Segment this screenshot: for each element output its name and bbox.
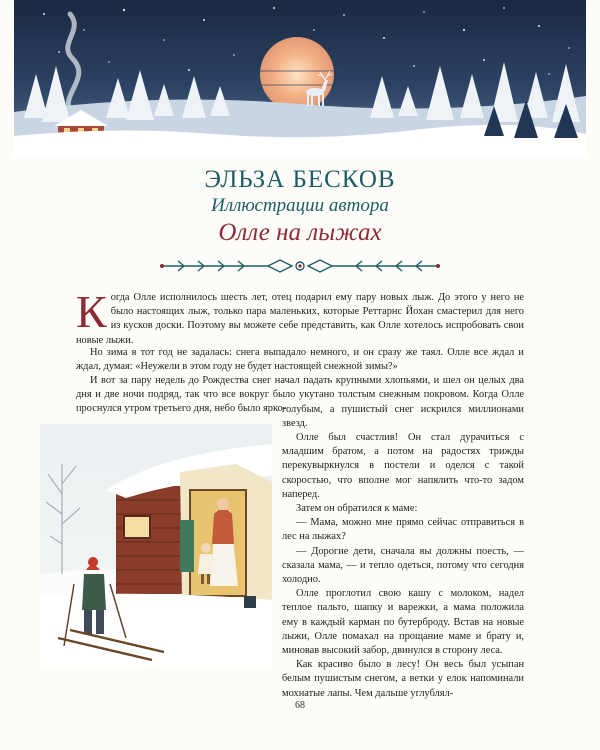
winter-night-banner bbox=[14, 0, 586, 158]
column-paragraph: — Дорогие дети, сначала вы должны поесть, — сказала мама, — и тепло одеться, потому что сегодня холодно. bbox=[282, 545, 524, 586]
column-paragraph: — Мама, можно мне прямо сейчас отправиться в лес на лыжах? bbox=[282, 517, 524, 543]
column-paragraph: Как красиво было в лесу! Он весь был усыпан белым пушистым снегом, а ветки у елок напоминали мохнатые лапы. Чем дальше углублял- bbox=[282, 659, 524, 699]
right-column-text bbox=[282, 431, 524, 701]
drop-cap: К bbox=[76, 286, 107, 337]
title-ornament bbox=[158, 258, 442, 274]
column-paragraph: Олле проглотил свою кашу с молоком, надел теплое пальто, шапку и варежки, а мама положила ему в каждый карман по бутерброду. Встав на новые лыжи, Олле помахал на прощание маме и брату и, миновав высокий забор, двинулся в сторону леса. bbox=[282, 588, 524, 657]
column-paragraph: Затем он обратился к маме: bbox=[296, 503, 418, 515]
snow-cottage-illustration bbox=[40, 424, 272, 666]
page-number: 68 bbox=[295, 700, 305, 711]
paragraph-2: Но зима в тот год не задалась: снега выпадало немного, и он сразу же таял. Олле все ждал и ждал, думая: «Неужели в этом году не будет настоящей снежной зимы?» bbox=[76, 347, 524, 373]
paragraph-3-continued: голубым, а пушистый снег искрился миллионами звезд. bbox=[282, 404, 524, 430]
story-title: Олле на лыжах bbox=[218, 219, 382, 246]
paragraph-1: Когда Олле исполнилось шесть лет, отец подарил ему пару новых лыж. До этого у него не было настоящих лыж, только пара маленьких, которые Реттарнс Йохан смастерил для него из кусков доски. Поэтому вы можете себе представить, как Олле хотелось испробовать свои новые лыжи. bbox=[76, 286, 524, 346]
author-name: ЭЛЬЗА БЕСКОВ bbox=[204, 166, 396, 193]
column-paragraph: Олле был счастлив! Он стал дурачиться с младшим братом, а потом на радостях трижды перекувыркнулся в постели и оделся с такой скоростью, что вполне мог напялить что-то задом наперед. bbox=[282, 432, 524, 500]
illustrations-credit: Иллюстрации автора bbox=[211, 195, 389, 216]
paragraph-3: И вот за пару недель до Рождества снег начал падать крупными хлопьями, и шел он целых два дня и две ночи подряд, так что все вокруг было укутано толстым снежным покровом. Когда Олле проснулся утром третьего дня, небо было ярко- bbox=[76, 375, 524, 415]
